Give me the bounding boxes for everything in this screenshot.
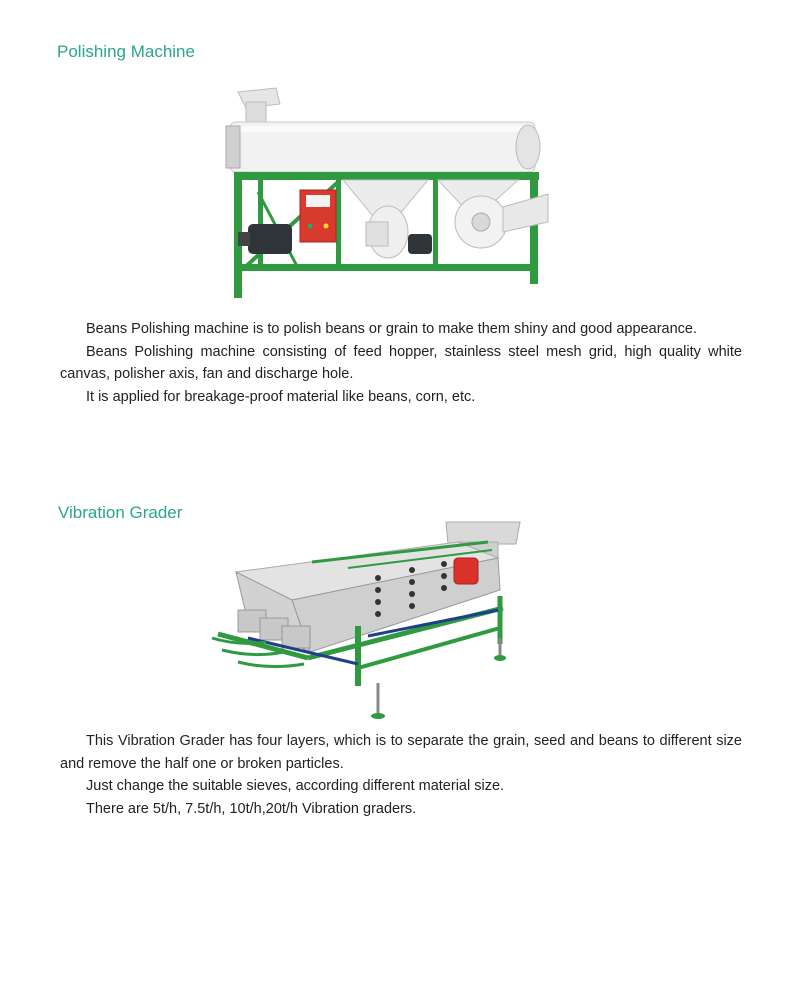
grader-paragraph-1: This Vibration Grader has four layers, which is to separate the grain, seed and beans to different size and remove the half one or broken particles.	[60, 733, 742, 772]
vibration-grader-description	[60, 730, 742, 820]
vibration-grader-photo	[208, 518, 526, 728]
polishing-paragraph-1: Beans Polishing machine is to polish beans or grain to make them shiny and good appearance.	[86, 321, 697, 337]
section-title-vibration-grader: Vibration Grader	[58, 503, 183, 522]
polishing-machine-photo	[218, 82, 563, 304]
section-title-polishing-machine: Polishing Machine	[57, 42, 195, 61]
polishing-machine-description	[60, 318, 742, 408]
grader-paragraph-2: Just change the suitable sieves, according different material size.	[86, 778, 505, 794]
polishing-paragraph-2: Beans Polishing machine consisting of feed hopper, stainless steel mesh grid, high quality white canvas, polisher axis, fan and discharge hole.	[60, 343, 742, 382]
polishing-paragraph-3: It is applied for breakage-proof material like beans, corn, etc.	[86, 388, 476, 405]
grader-paragraph-3: There are 5t/h, 7.5t/h, 10t/h,20t/h Vibration graders.	[86, 800, 417, 817]
